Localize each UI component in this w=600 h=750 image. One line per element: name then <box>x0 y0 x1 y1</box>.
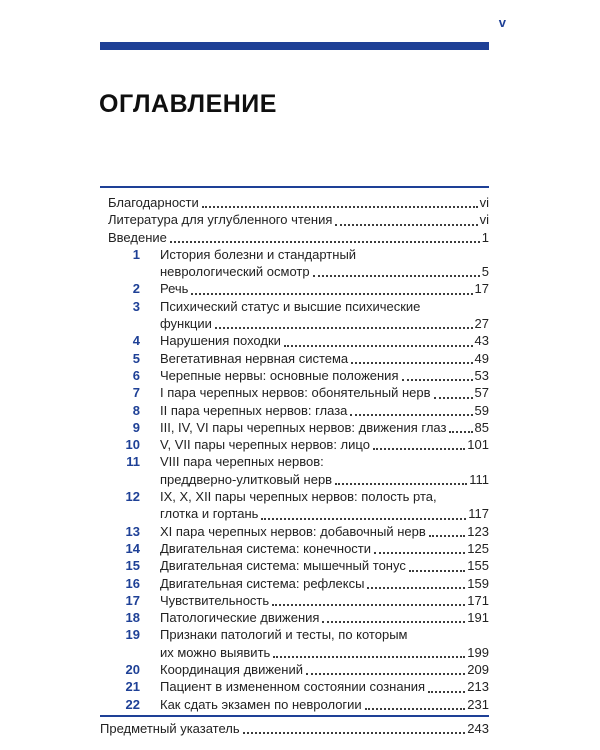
toc-back-matter <box>100 715 489 737</box>
entry-title-line: Патологические движения <box>160 610 320 626</box>
entry-title-line: глотка и гортань <box>160 506 259 522</box>
toc-entry <box>100 419 489 436</box>
toc-entry <box>100 453 489 488</box>
entry-page-number: 117 <box>468 506 489 522</box>
toc-entry <box>100 626 489 661</box>
chapter-number: 22 <box>125 696 140 712</box>
toc-list <box>100 186 489 737</box>
dot-leader <box>374 552 465 554</box>
toc-entry <box>100 609 489 626</box>
entry-title-line: преддверно-улитковый нерв <box>160 471 333 487</box>
dot-leader <box>202 206 478 208</box>
entry-page-number: 59 <box>474 402 489 418</box>
dot-leader <box>273 656 465 658</box>
toc-entry <box>100 661 489 678</box>
entry-title-line: Двигательная система: конечности <box>160 540 372 556</box>
entry-body <box>160 575 489 592</box>
entry-page-number: 155 <box>467 558 489 574</box>
entry-page-number: 159 <box>467 575 489 591</box>
entry-body <box>160 402 489 419</box>
toc-front-matter <box>100 194 489 246</box>
entry-title-line: XI пара черепных нервов: добавочный нерв <box>160 523 426 539</box>
entry-page-number: 53 <box>474 367 489 383</box>
toc-entry <box>100 678 489 695</box>
entry-page-number: 213 <box>467 679 489 695</box>
entry-page-number: 191 <box>467 610 489 626</box>
entry-body <box>160 592 489 609</box>
toc-entry <box>100 229 489 246</box>
entry-title-line: III, IV, VI пары черепных нервов: движения глаз <box>160 419 447 435</box>
chapter-number: 12 <box>125 489 140 505</box>
entry-body <box>160 523 489 540</box>
toc-entry <box>100 246 489 281</box>
entry-page-number: 243 <box>467 720 489 736</box>
entry-title-line: V, VII пары черепных нервов: лицо <box>160 437 370 453</box>
entry-page-number: vi <box>479 212 489 228</box>
entry-body <box>160 678 489 695</box>
entry-title-line: Вегетативная нервная система <box>160 350 349 366</box>
chapter-number: 2 <box>132 281 140 297</box>
entry-body <box>160 332 489 349</box>
toc-entry <box>100 211 489 228</box>
entry-page-number: 27 <box>474 316 489 332</box>
entry-body <box>160 540 489 557</box>
entry-body <box>160 367 489 384</box>
toc-entry <box>100 402 489 419</box>
entry-title-line: Предметный указатель <box>100 720 240 736</box>
entry-title-line: Чувствительность <box>160 592 270 608</box>
dot-leader <box>373 448 465 450</box>
dot-leader <box>409 570 465 572</box>
entry-title-line: IX, X, XII пары черепных нервов: полость рта, <box>160 489 437 505</box>
dot-leader <box>284 345 473 347</box>
page-title: ОГЛАВЛЕНИЕ <box>99 90 277 118</box>
entry-title-line: Двигательная система: мышечный тонус <box>160 558 406 574</box>
toc-entry <box>100 720 489 737</box>
entry-title-line: Координация движений <box>160 662 303 678</box>
chapter-number: 7 <box>132 385 140 401</box>
entry-page-number: 17 <box>474 281 489 297</box>
toc-entry <box>100 592 489 609</box>
entry-body <box>160 298 489 333</box>
dot-leader <box>272 604 465 606</box>
entry-title-line: VIII пара черепных нервов: <box>160 454 324 470</box>
entry-title-line: Пациент в измененном состоянии сознания <box>160 679 426 695</box>
entry-title-line: неврологический осмотр <box>160 264 310 280</box>
chapter-number: 5 <box>132 350 140 366</box>
chapter-number: 18 <box>125 610 140 626</box>
chapter-number: 15 <box>125 558 140 574</box>
entry-page-number: 85 <box>474 419 489 435</box>
entry-title-line: II пара черепных нервов: глаза <box>160 402 348 418</box>
entry-title-line: Речь <box>160 281 189 297</box>
entry-title-line: I пара черепных нервов: обонятельный нерв <box>160 385 431 401</box>
entry-page-number: 231 <box>467 696 489 712</box>
dot-leader <box>306 673 465 675</box>
entry-page-number: 209 <box>467 662 489 678</box>
dot-leader <box>350 414 472 416</box>
entry-page-number: 125 <box>467 540 489 556</box>
entry-body <box>160 436 489 453</box>
dot-leader <box>322 621 465 623</box>
entry-body <box>108 211 489 228</box>
chapter-number: 8 <box>132 402 140 418</box>
toc-entry <box>100 367 489 384</box>
toc-entry <box>100 575 489 592</box>
chapter-number: 6 <box>132 367 140 383</box>
chapter-number: 3 <box>132 298 140 314</box>
entry-body <box>108 194 489 211</box>
dot-leader <box>402 379 473 381</box>
dot-leader <box>170 241 480 243</box>
dot-leader <box>429 535 466 537</box>
entry-page-number: 123 <box>467 523 489 539</box>
entry-body <box>160 661 489 678</box>
entry-title-line: функции <box>160 316 212 332</box>
dot-leader <box>313 275 480 277</box>
entry-page-number: 49 <box>474 350 489 366</box>
entry-body <box>160 609 489 626</box>
toc-entry <box>100 194 489 211</box>
dot-leader <box>215 327 473 329</box>
dot-leader <box>191 293 472 295</box>
dot-leader <box>351 362 472 364</box>
entry-body <box>160 488 489 523</box>
toc-entry <box>100 280 489 297</box>
entry-title-line: их можно выявить <box>160 644 271 660</box>
entry-body <box>160 696 489 713</box>
chapter-number: 21 <box>125 679 140 695</box>
dot-leader <box>365 708 466 710</box>
dot-leader <box>243 732 466 734</box>
entry-body <box>160 280 489 297</box>
chapter-number: 4 <box>132 333 140 349</box>
entry-body <box>160 453 489 488</box>
dot-leader <box>335 483 467 485</box>
chapter-number: 17 <box>125 592 140 608</box>
entry-body <box>160 384 489 401</box>
entry-title-line: Признаки патологий и тесты, по которым <box>160 627 408 643</box>
entry-title-line: Черепные нервы: основные положения <box>160 367 399 383</box>
dot-leader <box>434 397 473 399</box>
entry-page-number: 5 <box>481 264 489 280</box>
entry-page-number: 171 <box>467 592 489 608</box>
entry-title-line: Психический статус и высшие психические <box>160 298 421 314</box>
chapter-number: 10 <box>125 437 140 453</box>
chapter-number: 16 <box>125 575 140 591</box>
chapter-number: 14 <box>125 540 140 556</box>
entry-page-number: 57 <box>474 385 489 401</box>
entry-body <box>100 720 489 737</box>
entry-title-line: Литература для углубленного чтения <box>108 212 333 228</box>
entry-title-line: Введение <box>108 229 167 245</box>
page-number-folio: v <box>498 15 506 30</box>
entry-page-number: 101 <box>467 437 489 453</box>
toc-entry <box>100 696 489 713</box>
accent-bar <box>100 42 489 50</box>
toc-entry <box>100 523 489 540</box>
toc-entry <box>100 436 489 453</box>
entry-title-line: Как сдать экзамен по неврологии <box>160 696 362 712</box>
toc-chapters <box>100 246 489 713</box>
entry-title-line: История болезни и стандартный <box>160 246 357 262</box>
entry-page-number: 43 <box>474 333 489 349</box>
dot-leader <box>335 224 477 226</box>
entry-body <box>160 350 489 367</box>
chapter-number: 1 <box>132 246 140 262</box>
entry-body <box>108 229 489 246</box>
entry-body <box>160 626 489 661</box>
chapter-number: 9 <box>132 419 140 435</box>
dot-leader <box>261 518 466 520</box>
toc-entry <box>100 488 489 523</box>
toc-entry <box>100 332 489 349</box>
entry-body <box>160 419 489 436</box>
chapter-number: 19 <box>125 627 140 643</box>
chapter-number: 13 <box>125 523 140 539</box>
entry-body <box>160 246 489 281</box>
entry-body <box>160 557 489 574</box>
entry-page-number: vi <box>479 195 489 210</box>
entry-page-number: 199 <box>467 644 489 660</box>
entry-title-line: Двигательная система: рефлексы <box>160 575 365 591</box>
entry-page-number: 111 <box>469 471 489 487</box>
dot-leader <box>367 587 465 589</box>
toc-entry <box>100 384 489 401</box>
toc-entry <box>100 350 489 367</box>
dot-leader <box>449 431 472 433</box>
entry-page-number: 1 <box>481 229 489 245</box>
toc-entry <box>100 557 489 574</box>
entry-title-line: Нарушения походки <box>160 333 281 349</box>
toc-entry <box>100 298 489 333</box>
entry-title-line: Благодарности <box>108 195 199 210</box>
chapter-number: 11 <box>126 454 140 470</box>
dot-leader <box>428 691 465 693</box>
chapter-number: 20 <box>125 662 140 678</box>
toc-entry <box>100 540 489 557</box>
